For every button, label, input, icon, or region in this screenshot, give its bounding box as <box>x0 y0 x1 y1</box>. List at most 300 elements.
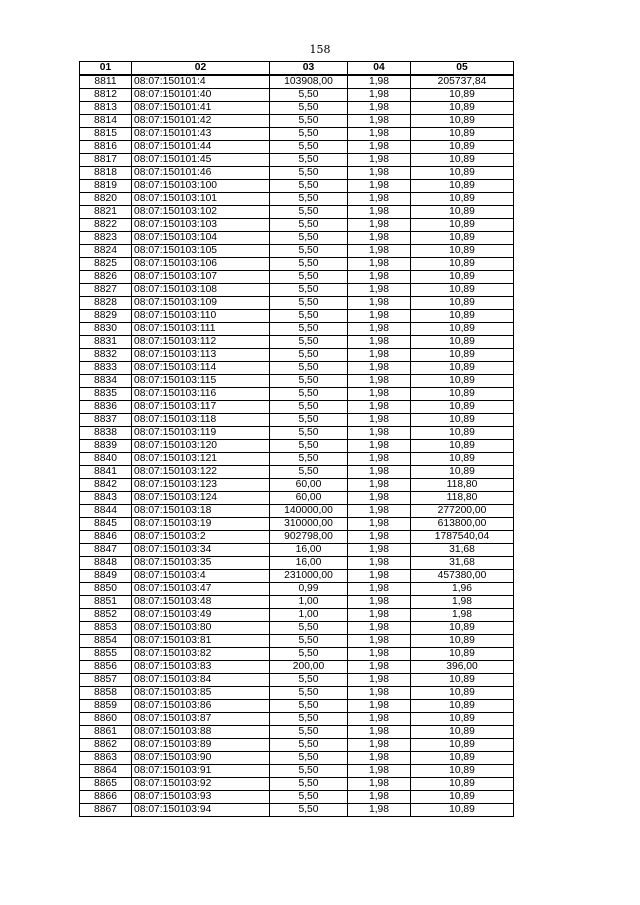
row-number-cell: 8831 <box>80 336 132 349</box>
value-04-cell: 1,98 <box>348 440 411 453</box>
value-04-cell: 1,98 <box>348 778 411 791</box>
value-05-cell: 10,89 <box>411 440 514 453</box>
cadastral-number-cell: 08:07:150103:88 <box>132 726 270 739</box>
table-row <box>80 544 514 557</box>
row-number-cell: 8820 <box>80 193 132 206</box>
value-04-cell: 1,98 <box>348 375 411 388</box>
row-number-cell: 8865 <box>80 778 132 791</box>
value-05-cell: 10,89 <box>411 193 514 206</box>
row-number-cell: 8860 <box>80 713 132 726</box>
value-03-cell: 5,50 <box>270 648 348 661</box>
row-number-cell: 8826 <box>80 271 132 284</box>
table-row <box>80 271 514 284</box>
table-row <box>80 401 514 414</box>
value-03-cell: 5,50 <box>270 89 348 102</box>
cadastral-number-cell: 08:07:150103:109 <box>132 297 270 310</box>
cadastral-number-cell: 08:07:150103:47 <box>132 583 270 596</box>
value-05-cell: 10,89 <box>411 206 514 219</box>
table-row <box>80 154 514 167</box>
row-number-cell: 8858 <box>80 687 132 700</box>
value-04-cell: 1,98 <box>348 141 411 154</box>
row-number-cell: 8838 <box>80 427 132 440</box>
value-04-cell: 1,98 <box>348 505 411 518</box>
row-number-cell: 8814 <box>80 115 132 128</box>
value-03-cell: 902798,00 <box>270 531 348 544</box>
value-05-cell: 10,89 <box>411 310 514 323</box>
row-number-cell: 8815 <box>80 128 132 141</box>
value-03-cell: 5,50 <box>270 154 348 167</box>
value-05-cell: 10,89 <box>411 453 514 466</box>
column-header-01: 01 <box>80 62 132 76</box>
value-03-cell: 5,50 <box>270 323 348 336</box>
row-number-cell: 8836 <box>80 401 132 414</box>
row-number-cell: 8827 <box>80 284 132 297</box>
table-row <box>80 492 514 505</box>
cadastral-number-cell: 08:07:150101:40 <box>132 89 270 102</box>
value-04-cell: 1,98 <box>348 765 411 778</box>
table-row <box>80 557 514 570</box>
value-03-cell: 5,50 <box>270 401 348 414</box>
value-04-cell: 1,98 <box>348 739 411 752</box>
table-row <box>80 596 514 609</box>
cadastral-number-cell: 08:07:150103:117 <box>132 401 270 414</box>
row-number-cell: 8857 <box>80 674 132 687</box>
value-05-cell: 10,89 <box>411 219 514 232</box>
table-row <box>80 297 514 310</box>
row-number-cell: 8848 <box>80 557 132 570</box>
cadastral-number-cell: 08:07:150103:81 <box>132 635 270 648</box>
row-number-cell: 8811 <box>80 75 132 89</box>
value-03-cell: 5,50 <box>270 739 348 752</box>
value-03-cell: 5,50 <box>270 388 348 401</box>
value-03-cell: 5,50 <box>270 414 348 427</box>
cadastral-number-cell: 08:07:150103:106 <box>132 258 270 271</box>
value-04-cell: 1,98 <box>348 245 411 258</box>
row-number-cell: 8828 <box>80 297 132 310</box>
cadastral-number-cell: 08:07:150103:86 <box>132 700 270 713</box>
row-number-cell: 8844 <box>80 505 132 518</box>
value-05-cell: 10,89 <box>411 102 514 115</box>
value-04-cell: 1,98 <box>348 596 411 609</box>
row-number-cell: 8839 <box>80 440 132 453</box>
value-05-cell: 10,89 <box>411 245 514 258</box>
cadastral-number-cell: 08:07:150103:83 <box>132 661 270 674</box>
value-03-cell: 5,50 <box>270 245 348 258</box>
value-03-cell: 5,50 <box>270 167 348 180</box>
value-04-cell: 1,98 <box>348 674 411 687</box>
value-05-cell: 10,89 <box>411 778 514 791</box>
table-row <box>80 245 514 258</box>
value-04-cell: 1,98 <box>348 726 411 739</box>
table-row <box>80 726 514 739</box>
value-04-cell: 1,98 <box>348 427 411 440</box>
value-03-cell: 5,50 <box>270 193 348 206</box>
row-number-cell: 8849 <box>80 570 132 583</box>
value-03-cell: 0,99 <box>270 583 348 596</box>
value-05-cell: 10,89 <box>411 466 514 479</box>
header-row <box>80 62 514 76</box>
row-number-cell: 8817 <box>80 154 132 167</box>
value-03-cell: 5,50 <box>270 466 348 479</box>
table-row <box>80 479 514 492</box>
value-03-cell: 5,50 <box>270 310 348 323</box>
row-number-cell: 8821 <box>80 206 132 219</box>
value-05-cell: 10,89 <box>411 128 514 141</box>
value-04-cell: 1,98 <box>348 661 411 674</box>
cadastral-number-cell: 08:07:150103:2 <box>132 531 270 544</box>
value-04-cell: 1,98 <box>348 518 411 531</box>
table-row <box>80 180 514 193</box>
table-header <box>80 62 514 76</box>
table-row <box>80 583 514 596</box>
cadastral-number-cell: 08:07:150101:45 <box>132 154 270 167</box>
value-03-cell: 5,50 <box>270 180 348 193</box>
column-header-05: 05 <box>411 62 514 76</box>
table-row <box>80 375 514 388</box>
cadastral-number-cell: 08:07:150103:94 <box>132 804 270 817</box>
cadastral-number-cell: 08:07:150103:102 <box>132 206 270 219</box>
cadastral-number-cell: 08:07:150103:80 <box>132 622 270 635</box>
value-04-cell: 1,98 <box>348 154 411 167</box>
table-row <box>80 193 514 206</box>
value-03-cell: 5,50 <box>270 687 348 700</box>
cadastral-number-cell: 08:07:150103:110 <box>132 310 270 323</box>
table-row <box>80 323 514 336</box>
row-number-cell: 8846 <box>80 531 132 544</box>
value-03-cell: 60,00 <box>270 479 348 492</box>
value-05-cell: 10,89 <box>411 791 514 804</box>
table-row <box>80 687 514 700</box>
value-04-cell: 1,98 <box>348 336 411 349</box>
value-05-cell: 10,89 <box>411 700 514 713</box>
cadastral-number-cell: 08:07:150103:114 <box>132 362 270 375</box>
cadastral-number-cell: 08:07:150103:112 <box>132 336 270 349</box>
row-number-cell: 8832 <box>80 349 132 362</box>
value-05-cell: 10,89 <box>411 297 514 310</box>
row-number-cell: 8823 <box>80 232 132 245</box>
value-04-cell: 1,98 <box>348 804 411 817</box>
table-row <box>80 635 514 648</box>
cadastral-number-cell: 08:07:150103:123 <box>132 479 270 492</box>
row-number-cell: 8833 <box>80 362 132 375</box>
value-04-cell: 1,98 <box>348 193 411 206</box>
row-number-cell: 8819 <box>80 180 132 193</box>
value-05-cell: 10,89 <box>411 804 514 817</box>
value-05-cell: 31,68 <box>411 544 514 557</box>
value-03-cell: 5,50 <box>270 622 348 635</box>
value-04-cell: 1,98 <box>348 258 411 271</box>
table-row <box>80 661 514 674</box>
table-row <box>80 89 514 102</box>
value-05-cell: 10,89 <box>411 401 514 414</box>
value-05-cell: 10,89 <box>411 635 514 648</box>
cadastral-number-cell: 08:07:150103:111 <box>132 323 270 336</box>
value-03-cell: 5,50 <box>270 765 348 778</box>
cadastral-number-cell: 08:07:150103:116 <box>132 388 270 401</box>
row-number-cell: 8835 <box>80 388 132 401</box>
value-03-cell: 5,50 <box>270 297 348 310</box>
value-03-cell: 5,50 <box>270 362 348 375</box>
row-number-cell: 8840 <box>80 453 132 466</box>
value-04-cell: 1,98 <box>348 75 411 89</box>
value-05-cell: 10,89 <box>411 674 514 687</box>
table-row <box>80 440 514 453</box>
value-03-cell: 5,50 <box>270 258 348 271</box>
value-04-cell: 1,98 <box>348 115 411 128</box>
value-05-cell: 1787540,04 <box>411 531 514 544</box>
value-04-cell: 1,98 <box>348 232 411 245</box>
table-row <box>80 206 514 219</box>
cadastral-number-cell: 08:07:150101:41 <box>132 102 270 115</box>
cadastral-number-cell: 08:07:150103:120 <box>132 440 270 453</box>
table-row <box>80 648 514 661</box>
row-number-cell: 8866 <box>80 791 132 804</box>
cadastral-number-cell: 08:07:150103:84 <box>132 674 270 687</box>
row-number-cell: 8852 <box>80 609 132 622</box>
table-row <box>80 362 514 375</box>
value-03-cell: 5,50 <box>270 349 348 362</box>
table-row <box>80 609 514 622</box>
value-05-cell: 10,89 <box>411 739 514 752</box>
value-05-cell: 10,89 <box>411 388 514 401</box>
value-03-cell: 200,00 <box>270 661 348 674</box>
table-row <box>80 700 514 713</box>
value-05-cell: 10,89 <box>411 323 514 336</box>
column-header-03: 03 <box>270 62 348 76</box>
cadastral-number-cell: 08:07:150103:35 <box>132 557 270 570</box>
cadastral-number-cell: 08:07:150103:121 <box>132 453 270 466</box>
row-number-cell: 8856 <box>80 661 132 674</box>
column-header-02: 02 <box>132 62 270 76</box>
value-04-cell: 1,98 <box>348 492 411 505</box>
value-04-cell: 1,98 <box>348 687 411 700</box>
row-number-cell: 8837 <box>80 414 132 427</box>
cadastral-number-cell: 08:07:150103:87 <box>132 713 270 726</box>
row-number-cell: 8863 <box>80 752 132 765</box>
value-03-cell: 60,00 <box>270 492 348 505</box>
cadastral-number-cell: 08:07:150103:118 <box>132 414 270 427</box>
table-row <box>80 427 514 440</box>
value-05-cell: 396,00 <box>411 661 514 674</box>
cadastral-number-cell: 08:07:150103:107 <box>132 271 270 284</box>
value-04-cell: 1,98 <box>348 791 411 804</box>
table-row <box>80 258 514 271</box>
table-row <box>80 232 514 245</box>
value-05-cell: 10,89 <box>411 180 514 193</box>
table-row <box>80 765 514 778</box>
value-04-cell: 1,98 <box>348 89 411 102</box>
row-number-cell: 8834 <box>80 375 132 388</box>
value-03-cell: 231000,00 <box>270 570 348 583</box>
value-04-cell: 1,98 <box>348 414 411 427</box>
value-03-cell: 16,00 <box>270 557 348 570</box>
table-row <box>80 739 514 752</box>
value-04-cell: 1,98 <box>348 401 411 414</box>
value-05-cell: 10,89 <box>411 271 514 284</box>
value-03-cell: 5,50 <box>270 791 348 804</box>
value-05-cell: 10,89 <box>411 232 514 245</box>
row-number-cell: 8822 <box>80 219 132 232</box>
row-number-cell: 8847 <box>80 544 132 557</box>
value-05-cell: 10,89 <box>411 375 514 388</box>
table-row <box>80 141 514 154</box>
value-04-cell: 1,98 <box>348 453 411 466</box>
value-05-cell: 10,89 <box>411 622 514 635</box>
value-03-cell: 5,50 <box>270 635 348 648</box>
row-number-cell: 8842 <box>80 479 132 492</box>
value-05-cell: 10,89 <box>411 141 514 154</box>
value-03-cell: 5,50 <box>270 271 348 284</box>
row-number-cell: 8816 <box>80 141 132 154</box>
value-04-cell: 1,98 <box>348 167 411 180</box>
table-row <box>80 102 514 115</box>
value-05-cell: 10,89 <box>411 154 514 167</box>
cadastral-number-cell: 08:07:150101:44 <box>132 141 270 154</box>
value-03-cell: 1,00 <box>270 609 348 622</box>
table-row <box>80 453 514 466</box>
table-row <box>80 518 514 531</box>
cadastral-number-cell: 08:07:150103:18 <box>132 505 270 518</box>
value-05-cell: 10,89 <box>411 752 514 765</box>
value-05-cell: 10,89 <box>411 765 514 778</box>
cadastral-number-cell: 08:07:150103:19 <box>132 518 270 531</box>
table-row <box>80 167 514 180</box>
cadastral-number-cell: 08:07:150103:105 <box>132 245 270 258</box>
row-number-cell: 8850 <box>80 583 132 596</box>
table-row <box>80 466 514 479</box>
value-05-cell: 10,89 <box>411 167 514 180</box>
value-03-cell: 16,00 <box>270 544 348 557</box>
value-04-cell: 1,98 <box>348 102 411 115</box>
value-04-cell: 1,98 <box>348 466 411 479</box>
value-04-cell: 1,98 <box>348 180 411 193</box>
table-row <box>80 622 514 635</box>
row-number-cell: 8824 <box>80 245 132 258</box>
cadastral-number-cell: 08:07:150103:82 <box>132 648 270 661</box>
table-row <box>80 310 514 323</box>
value-03-cell: 5,50 <box>270 427 348 440</box>
value-03-cell: 5,50 <box>270 674 348 687</box>
value-03-cell: 5,50 <box>270 804 348 817</box>
value-03-cell: 5,50 <box>270 141 348 154</box>
cadastral-number-cell: 08:07:150101:43 <box>132 128 270 141</box>
value-03-cell: 5,50 <box>270 752 348 765</box>
value-05-cell: 205737,84 <box>411 75 514 89</box>
cadastral-number-cell: 08:07:150103:4 <box>132 570 270 583</box>
cadastral-number-cell: 08:07:150103:48 <box>132 596 270 609</box>
value-04-cell: 1,98 <box>348 570 411 583</box>
value-03-cell: 5,50 <box>270 206 348 219</box>
value-05-cell: 10,89 <box>411 115 514 128</box>
table-row <box>80 713 514 726</box>
row-number-cell: 8818 <box>80 167 132 180</box>
row-number-cell: 8861 <box>80 726 132 739</box>
value-05-cell: 10,89 <box>411 687 514 700</box>
table-row <box>80 336 514 349</box>
cadastral-number-cell: 08:07:150103:49 <box>132 609 270 622</box>
value-03-cell: 5,50 <box>270 700 348 713</box>
value-04-cell: 1,98 <box>348 128 411 141</box>
table-body <box>80 75 514 817</box>
value-03-cell: 5,50 <box>270 440 348 453</box>
table-row <box>80 75 514 89</box>
row-number-cell: 8841 <box>80 466 132 479</box>
value-04-cell: 1,98 <box>348 557 411 570</box>
value-04-cell: 1,98 <box>348 388 411 401</box>
value-05-cell: 10,89 <box>411 362 514 375</box>
value-05-cell: 613800,00 <box>411 518 514 531</box>
value-03-cell: 1,00 <box>270 596 348 609</box>
value-05-cell: 118,80 <box>411 492 514 505</box>
cadastral-number-cell: 08:07:150103:103 <box>132 219 270 232</box>
cadastral-number-cell: 08:07:150103:85 <box>132 687 270 700</box>
row-number-cell: 8855 <box>80 648 132 661</box>
table-row <box>80 414 514 427</box>
table-row <box>80 778 514 791</box>
value-03-cell: 5,50 <box>270 713 348 726</box>
table-row <box>80 674 514 687</box>
cadastral-number-cell: 08:07:150103:92 <box>132 778 270 791</box>
value-04-cell: 1,98 <box>348 323 411 336</box>
value-04-cell: 1,98 <box>348 648 411 661</box>
value-04-cell: 1,98 <box>348 544 411 557</box>
cadastral-number-cell: 08:07:150103:91 <box>132 765 270 778</box>
row-number-cell: 8867 <box>80 804 132 817</box>
value-05-cell: 10,89 <box>411 726 514 739</box>
cadastral-number-cell: 08:07:150103:113 <box>132 349 270 362</box>
row-number-cell: 8859 <box>80 700 132 713</box>
data-table <box>79 61 514 817</box>
value-05-cell: 10,89 <box>411 427 514 440</box>
value-03-cell: 5,50 <box>270 453 348 466</box>
value-05-cell: 10,89 <box>411 713 514 726</box>
value-03-cell: 5,50 <box>270 128 348 141</box>
value-05-cell: 1,98 <box>411 609 514 622</box>
row-number-cell: 8825 <box>80 258 132 271</box>
value-04-cell: 1,98 <box>348 752 411 765</box>
row-number-cell: 8851 <box>80 596 132 609</box>
value-03-cell: 5,50 <box>270 778 348 791</box>
value-03-cell: 140000,00 <box>270 505 348 518</box>
row-number-cell: 8862 <box>80 739 132 752</box>
table-row <box>80 388 514 401</box>
table-row <box>80 284 514 297</box>
value-04-cell: 1,98 <box>348 713 411 726</box>
column-header-04: 04 <box>348 62 411 76</box>
cadastral-number-cell: 08:07:150103:119 <box>132 427 270 440</box>
value-05-cell: 10,89 <box>411 284 514 297</box>
cadastral-number-cell: 08:07:150103:101 <box>132 193 270 206</box>
value-05-cell: 10,89 <box>411 349 514 362</box>
row-number-cell: 8845 <box>80 518 132 531</box>
cadastral-number-cell: 08:07:150101:46 <box>132 167 270 180</box>
table-row <box>80 128 514 141</box>
value-05-cell: 10,89 <box>411 648 514 661</box>
row-number-cell: 8813 <box>80 102 132 115</box>
value-04-cell: 1,98 <box>348 531 411 544</box>
value-05-cell: 118,80 <box>411 479 514 492</box>
table-row <box>80 791 514 804</box>
row-number-cell: 8843 <box>80 492 132 505</box>
cadastral-number-cell: 08:07:150101:42 <box>132 115 270 128</box>
value-05-cell: 277200,00 <box>411 505 514 518</box>
table-row <box>80 752 514 765</box>
value-03-cell: 5,50 <box>270 102 348 115</box>
value-03-cell: 5,50 <box>270 219 348 232</box>
value-03-cell: 103908,00 <box>270 75 348 89</box>
value-04-cell: 1,98 <box>348 297 411 310</box>
table-row <box>80 505 514 518</box>
